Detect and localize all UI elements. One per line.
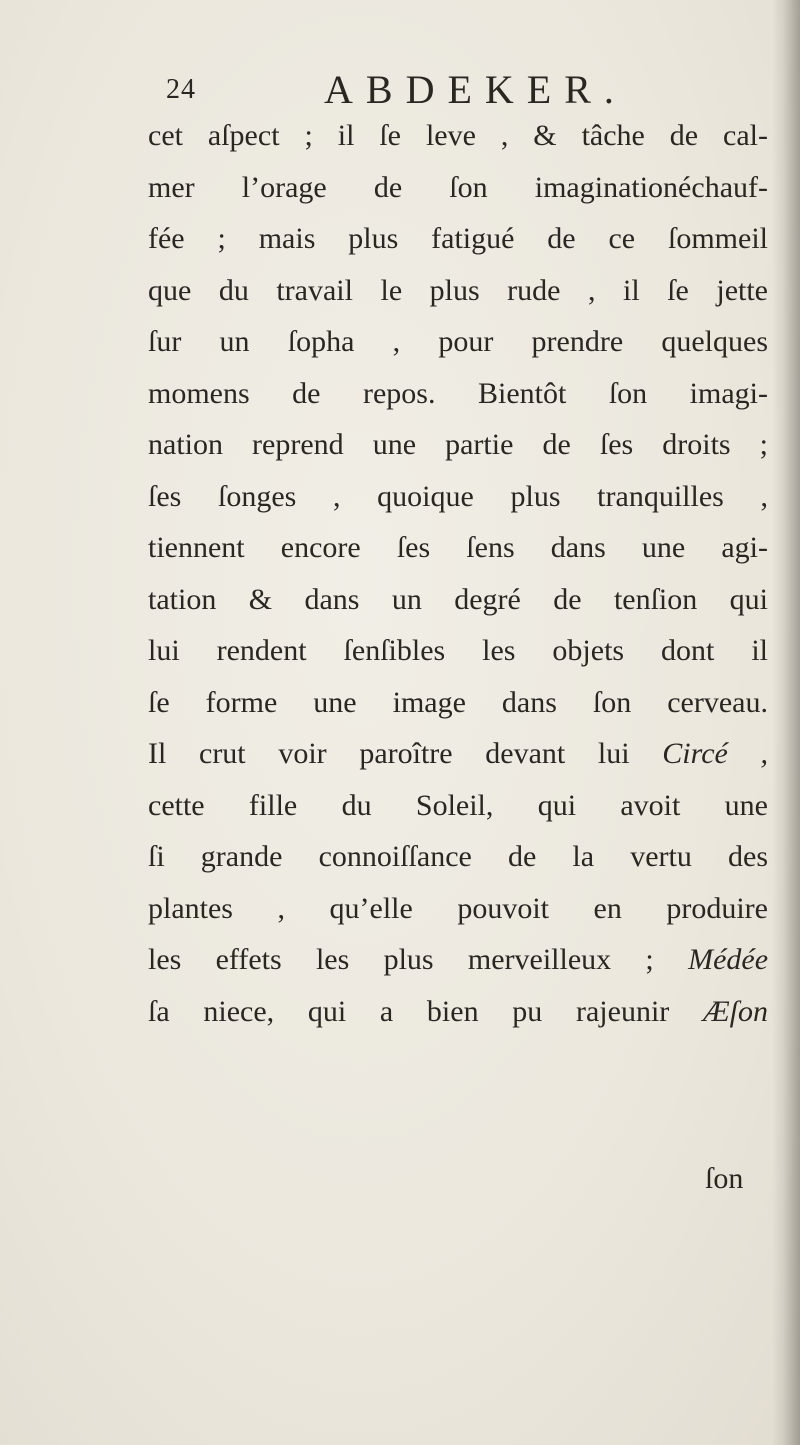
text-line: ſur un ſopha , pour prendre quelques <box>148 325 768 358</box>
text-segment: ſa niece, qui a bien pu rajeunir <box>148 994 670 1028</box>
text-line: que du travail le plus rude , il ſe jette <box>148 273 768 307</box>
page-header <box>166 66 726 116</box>
italic-name-eson: Æſon <box>703 994 769 1028</box>
text-segment: les effets les plus merveilleux ; <box>148 943 654 976</box>
text-line: ſe forme une image dans ſon cerveau. <box>148 685 768 719</box>
text-line: cet aſpect ; il ſe leve , & tâche de cal- <box>148 119 768 152</box>
text-segment: Il crut voir paroître devant lui <box>148 737 630 770</box>
text-line: lui rendent ſenſibles les objets dont il <box>148 634 768 667</box>
text-line: tiennent encore ſes ſens dans une agi- <box>148 531 768 564</box>
body-text <box>148 110 768 1037</box>
text-line: nation reprend une partie de ſes droits ; <box>148 428 768 461</box>
text-line: mer l’orage de ſon imaginationéchauf- <box>148 170 768 204</box>
text-line: tation & dans un degré de tenſion qui <box>148 582 768 616</box>
text-line: momens de repos. Bientôt ſon imagi- <box>148 376 768 410</box>
text-line-with-italic <box>148 934 768 986</box>
text-line: plantes , qu’elle pouvoit en produire <box>148 891 768 925</box>
text-line: fée ; mais plus fatigué de ce ſommeil <box>148 222 768 255</box>
running-head: ABDEKER. <box>324 67 627 112</box>
italic-name-medee: Médée <box>688 943 769 976</box>
page-edge-shadow <box>772 0 800 1445</box>
text-line-with-italic <box>148 986 768 1038</box>
catchword: ſon <box>705 1162 744 1195</box>
text-line-with-italic <box>148 728 768 780</box>
italic-name-circe: Circé , <box>662 737 768 770</box>
page-number: 24 <box>166 74 196 105</box>
text-line: ſes ſonges , quoique plus tranquilles , <box>148 479 768 513</box>
text-line: cette fille du Soleil, qui avoit une <box>148 788 768 822</box>
text-line: ſi grande connoiſſance de la vertu des <box>148 840 768 873</box>
